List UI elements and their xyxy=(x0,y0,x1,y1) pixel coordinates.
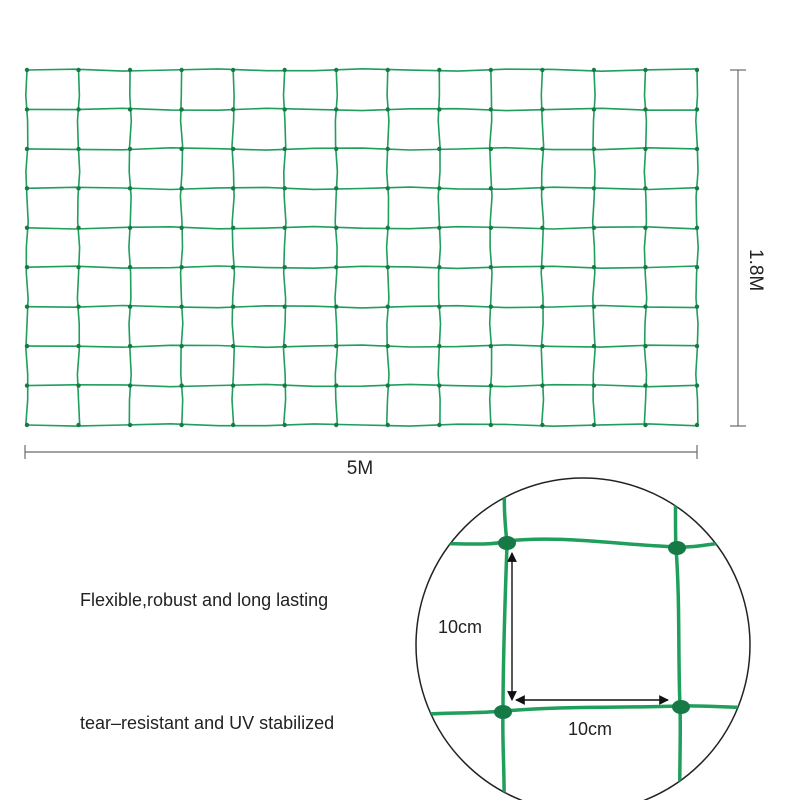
net-knot xyxy=(643,226,647,230)
net-knot xyxy=(540,304,544,308)
net-knot xyxy=(231,147,235,151)
net-knot xyxy=(179,304,183,308)
net-knot xyxy=(643,423,647,427)
net-knot xyxy=(540,344,544,348)
net-knot xyxy=(695,186,699,190)
net-knot xyxy=(334,107,338,111)
net-knot xyxy=(592,344,596,348)
net-knot xyxy=(643,186,647,190)
net-knot xyxy=(282,344,286,348)
net-knot xyxy=(643,344,647,348)
net-knot xyxy=(282,147,286,151)
net-knot xyxy=(282,68,286,72)
net-knot xyxy=(231,383,235,387)
net-knot xyxy=(25,68,29,72)
net-knot xyxy=(282,304,286,308)
net-knot xyxy=(25,226,29,230)
net-strand-vertical xyxy=(129,70,131,425)
net-strand-horizontal xyxy=(27,187,697,189)
net-strand-vertical xyxy=(77,70,79,425)
net-strand-horizontal xyxy=(27,384,697,386)
net-knot xyxy=(282,423,286,427)
net-knot xyxy=(25,383,29,387)
net-strand-horizontal xyxy=(27,227,697,229)
net-knot xyxy=(643,304,647,308)
net-knot xyxy=(179,344,183,348)
net-knot xyxy=(231,107,235,111)
net-knot xyxy=(334,265,338,269)
net-knot xyxy=(25,107,29,111)
height-dimension-line xyxy=(730,70,746,426)
net-knot xyxy=(386,423,390,427)
net-knot xyxy=(179,423,183,427)
net-knot xyxy=(695,423,699,427)
net-strand-vertical xyxy=(438,70,440,425)
net-knot xyxy=(437,344,441,348)
net-knot xyxy=(334,304,338,308)
net-knot xyxy=(695,68,699,72)
net-knot xyxy=(128,107,132,111)
net-knot xyxy=(489,186,493,190)
net-knot xyxy=(540,147,544,151)
net-strand-vertical xyxy=(644,70,646,425)
net-knot xyxy=(386,226,390,230)
net-knot xyxy=(334,147,338,151)
net-knot xyxy=(25,265,29,269)
net-knot xyxy=(437,383,441,387)
net-strand-vertical xyxy=(490,70,492,425)
net-knot xyxy=(540,186,544,190)
net-knot xyxy=(334,68,338,72)
net-knot xyxy=(386,344,390,348)
feature-text-uv: tear–resistant and UV stabilized xyxy=(80,713,335,733)
net-knot xyxy=(386,265,390,269)
net-knot xyxy=(540,265,544,269)
net-knot xyxy=(592,226,596,230)
net-knot xyxy=(489,68,493,72)
net-knot xyxy=(695,383,699,387)
width-label: 5M xyxy=(346,458,374,479)
net-knot xyxy=(179,383,183,387)
net-knot xyxy=(437,107,441,111)
net-strand-vertical xyxy=(180,70,182,425)
net-knot xyxy=(231,265,235,269)
net-knot xyxy=(231,68,235,72)
net-knot xyxy=(76,265,80,269)
net-strand-vertical xyxy=(387,70,389,425)
net-knot xyxy=(489,383,493,387)
net-knot xyxy=(334,344,338,348)
net-knot xyxy=(128,383,132,387)
net-knot xyxy=(695,265,699,269)
net-knot xyxy=(179,68,183,72)
net-knot xyxy=(592,383,596,387)
net-knot xyxy=(76,147,80,151)
net-knot xyxy=(128,344,132,348)
net-knot xyxy=(25,147,29,151)
net-knot xyxy=(437,68,441,72)
net-knot xyxy=(334,423,338,427)
net-strand-horizontal xyxy=(27,306,697,308)
net-knot xyxy=(128,147,132,151)
net-knot xyxy=(695,107,699,111)
net-knot xyxy=(437,265,441,269)
net-strand-horizontal xyxy=(27,69,697,71)
net-knot xyxy=(179,265,183,269)
net-knot xyxy=(643,383,647,387)
net-knot xyxy=(540,383,544,387)
height-label: 1.8M xyxy=(745,249,766,292)
net-knot xyxy=(592,107,596,111)
net-knot xyxy=(128,68,132,72)
net-knot xyxy=(437,226,441,230)
net-knot xyxy=(437,423,441,427)
net-strand-horizontal xyxy=(27,345,697,347)
net-knot xyxy=(334,186,338,190)
net-knot xyxy=(643,68,647,72)
net-knot xyxy=(386,383,390,387)
net-strand-vertical xyxy=(284,70,286,425)
net-knot xyxy=(128,304,132,308)
net-strand-horizontal xyxy=(27,424,697,426)
net-knot xyxy=(128,226,132,230)
net-knot xyxy=(76,226,80,230)
net-knot xyxy=(540,226,544,230)
net-knot xyxy=(25,186,29,190)
net-knot xyxy=(489,107,493,111)
net-knot xyxy=(128,265,132,269)
net-knot xyxy=(179,107,183,111)
net-knot xyxy=(386,107,390,111)
net-strand-vertical xyxy=(232,70,234,425)
net-knot xyxy=(282,107,286,111)
net-knot xyxy=(540,68,544,72)
feature-text-flexible: Flexible,robust and long lasting xyxy=(80,590,329,610)
net-knot xyxy=(643,107,647,111)
net-knot xyxy=(592,304,596,308)
net-knot xyxy=(386,304,390,308)
net-knot xyxy=(231,186,235,190)
net-knot xyxy=(437,304,441,308)
net-knot xyxy=(231,304,235,308)
net-knot xyxy=(386,68,390,72)
net-knot xyxy=(489,265,493,269)
net-knot xyxy=(643,265,647,269)
net-strand-vertical xyxy=(541,70,543,425)
net-knot xyxy=(128,423,132,427)
net-knot xyxy=(25,304,29,308)
net-knot xyxy=(592,147,596,151)
net-knot xyxy=(76,423,80,427)
net-strand-horizontal xyxy=(27,108,697,110)
net-knot xyxy=(76,304,80,308)
net-knot xyxy=(179,226,183,230)
net-knot xyxy=(76,383,80,387)
mesh-vertical-label: 10cm xyxy=(438,617,483,637)
net-knot xyxy=(282,383,286,387)
net-strand-vertical xyxy=(593,70,595,425)
net-grid xyxy=(25,68,699,427)
net-knot xyxy=(437,186,441,190)
net-knot xyxy=(592,265,596,269)
net-knot xyxy=(334,226,338,230)
width-dimension-line xyxy=(25,445,697,459)
net-knot xyxy=(592,423,596,427)
net-knot xyxy=(231,344,235,348)
net-knot xyxy=(231,423,235,427)
net-strand-vertical xyxy=(696,70,698,425)
net-knot xyxy=(179,147,183,151)
net-knot xyxy=(76,186,80,190)
net-knot xyxy=(386,147,390,151)
net-knot xyxy=(437,147,441,151)
net-knot xyxy=(695,304,699,308)
net-knot xyxy=(695,226,699,230)
net-knot xyxy=(643,147,647,151)
net-knot xyxy=(282,226,286,230)
net-knot xyxy=(695,344,699,348)
net-knot xyxy=(489,344,493,348)
net-knot xyxy=(231,226,235,230)
net-knot xyxy=(489,147,493,151)
net-knot xyxy=(282,265,286,269)
net-knot xyxy=(282,186,286,190)
net-knot xyxy=(386,186,390,190)
net-knot xyxy=(489,226,493,230)
net-knot xyxy=(489,304,493,308)
net-knot xyxy=(540,423,544,427)
net-knot xyxy=(179,186,183,190)
mesh-detail-lens xyxy=(400,478,760,800)
net-knot xyxy=(540,107,544,111)
mesh-horizontal-label: 10cm xyxy=(568,719,613,739)
net-strand-vertical xyxy=(26,70,28,425)
net-knot xyxy=(592,68,596,72)
net-knot xyxy=(76,68,80,72)
net-knot xyxy=(25,344,29,348)
net-knot xyxy=(695,147,699,151)
net-knot xyxy=(76,107,80,111)
net-knot xyxy=(489,423,493,427)
net-knot xyxy=(592,186,596,190)
net-strand-vertical xyxy=(335,70,337,425)
net-strand-horizontal xyxy=(27,266,697,268)
net-knot xyxy=(25,423,29,427)
net-knot xyxy=(334,383,338,387)
net-strand-horizontal xyxy=(27,148,697,150)
net-knot xyxy=(128,186,132,190)
net-knot xyxy=(76,344,80,348)
